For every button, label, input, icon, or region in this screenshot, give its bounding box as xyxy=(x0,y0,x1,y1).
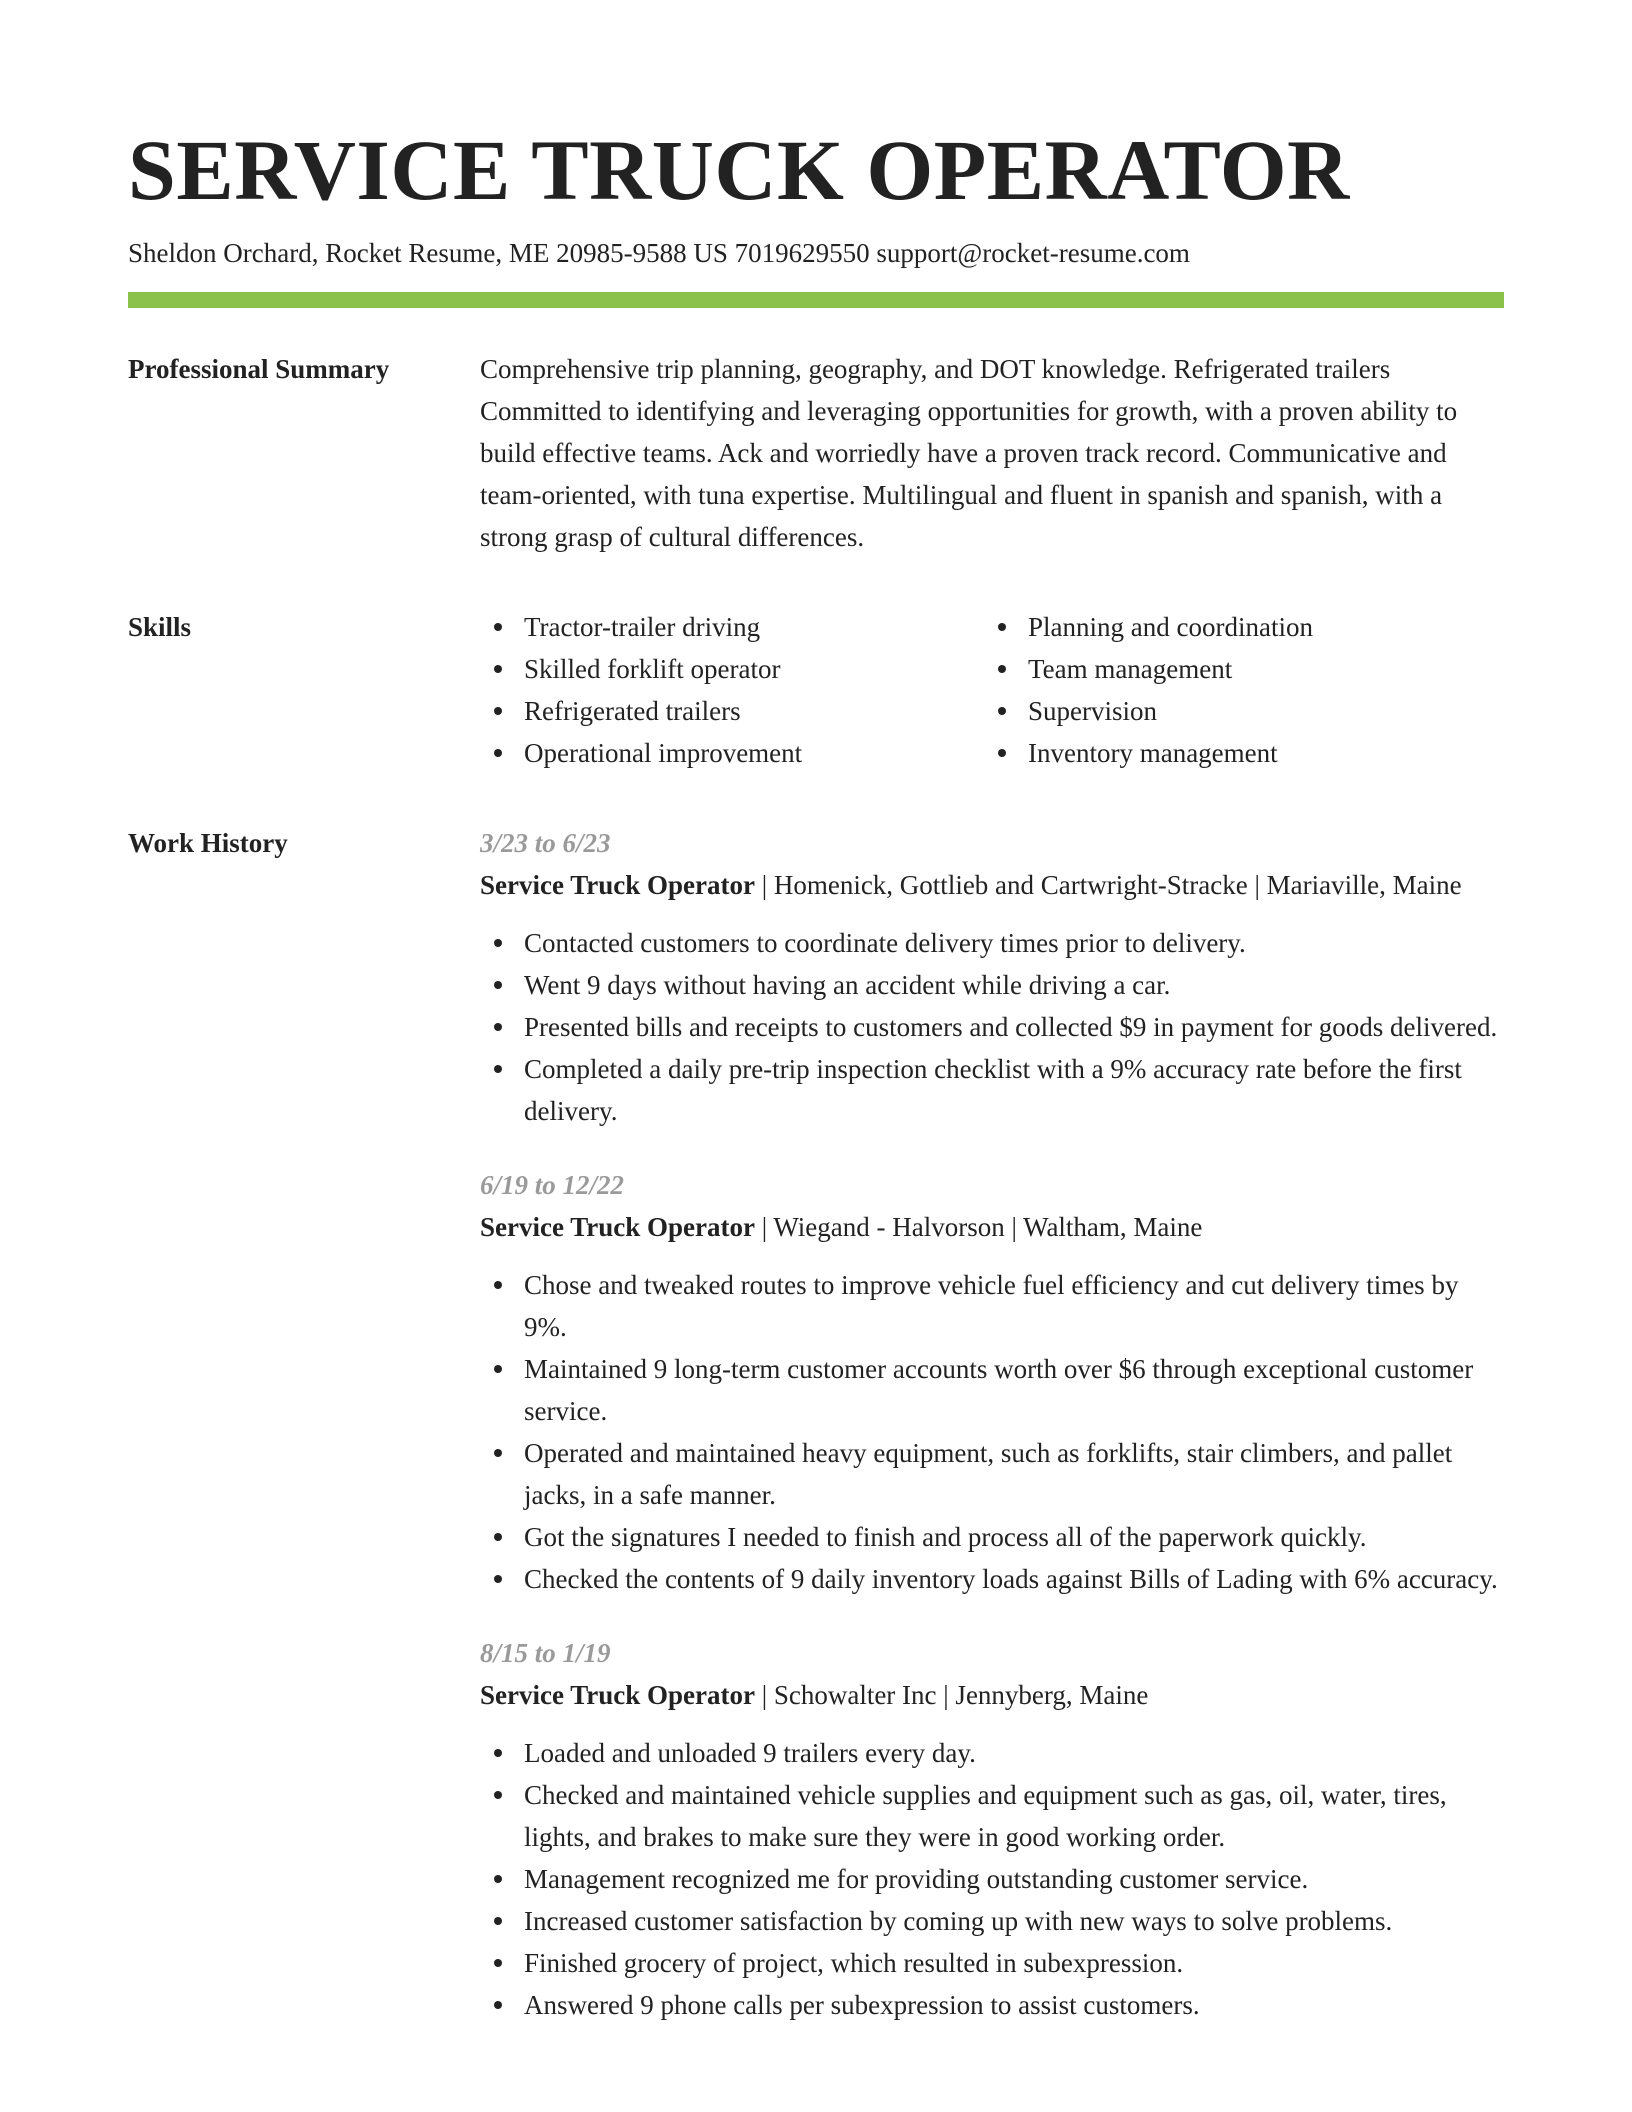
job-bullets xyxy=(480,1732,1504,2026)
job-details: | Homenick, Gottlieb and Cartwright-Stracke | Mariaville, Maine xyxy=(754,870,1462,900)
skills-column-right xyxy=(984,606,1488,774)
resume-page xyxy=(128,118,1504,2058)
professional-summary-section xyxy=(128,348,1504,558)
contact-line: Sheldon Orchard, Rocket Resume, ME 20985-9588 US 7019629550 support@rocket-resume.com xyxy=(128,238,1190,268)
job-heading xyxy=(480,1674,1504,1716)
skill-item: Refrigerated trailers xyxy=(480,690,984,732)
skills-body xyxy=(480,606,1504,774)
skills-section xyxy=(128,606,1504,774)
job-bullet: Got the signatures I needed to finish and process all of the paperwork quickly. xyxy=(480,1516,1504,1558)
job-bullet: Operated and maintained heavy equipment, such as forklifts, stair climbers, and pallet jacks, in a safe manner. xyxy=(480,1432,1504,1516)
job-bullet: Checked the contents of 9 daily inventory loads against Bills of Lading with 6% accuracy. xyxy=(480,1558,1504,1600)
job-bullet: Loaded and unloaded 9 trailers every day. xyxy=(480,1732,1504,1774)
job-entry xyxy=(480,822,1504,1132)
job-title: Service Truck Operator xyxy=(480,870,755,900)
resume-title: SERVICE TRUCK OPERATOR xyxy=(128,122,1350,218)
job-bullet: Completed a daily pre-trip inspection checklist with a 9% accuracy rate before the first delivery. xyxy=(480,1048,1504,1132)
job-title: Service Truck Operator xyxy=(480,1680,755,1710)
job-bullets xyxy=(480,1264,1504,1600)
job-bullet: Chose and tweaked routes to improve vehicle fuel efficiency and cut delivery times by 9%. xyxy=(480,1264,1504,1348)
job-entry xyxy=(480,1164,1504,1600)
section-label-summary: Professional Summary xyxy=(128,354,390,384)
section-label-skills: Skills xyxy=(128,612,192,642)
job-bullet: Increased customer satisfaction by coming up with new ways to solve problems. xyxy=(480,1900,1504,1942)
job-bullet: Maintained 9 long-term customer accounts worth over $6 through exceptional customer service. xyxy=(480,1348,1504,1432)
skills-grid xyxy=(480,606,1504,774)
skill-item: Planning and coordination xyxy=(984,606,1488,648)
job-dates: 8/15 to 1/19 xyxy=(480,1638,611,1668)
skill-item: Tractor-trailer driving xyxy=(480,606,984,648)
job-heading xyxy=(480,864,1504,906)
job-details: | Wiegand - Halvorson | Waltham, Maine xyxy=(754,1212,1203,1242)
summary-body xyxy=(480,348,1504,558)
job-bullet: Contacted customers to coordinate delivery times prior to delivery. xyxy=(480,922,1504,964)
job-bullet: Presented bills and receipts to customers and collected $9 in payment for goods delivered. xyxy=(480,1006,1504,1048)
job-bullet: Finished grocery of project, which resulted in subexpression. xyxy=(480,1942,1504,1984)
job-bullet: Answered 9 phone calls per subexpression to assist customers. xyxy=(480,1984,1504,2026)
job-dates: 6/19 to 12/22 xyxy=(480,1170,625,1200)
skill-item: Inventory management xyxy=(984,732,1488,774)
skill-item: Skilled forklift operator xyxy=(480,648,984,690)
skill-item: Supervision xyxy=(984,690,1488,732)
job-bullet: Went 9 days without having an accident while driving a car. xyxy=(480,964,1504,1006)
job-title: Service Truck Operator xyxy=(480,1212,755,1242)
skills-column-left xyxy=(480,606,984,774)
job-entry xyxy=(480,1632,1504,2026)
job-heading xyxy=(480,1206,1504,1248)
job-bullet: Management recognized me for providing outstanding customer service. xyxy=(480,1858,1504,1900)
accent-divider xyxy=(128,292,1504,308)
job-bullet: Checked and maintained vehicle supplies and equipment such as gas, oil, water, tires, lights, and brakes to make sure they were in good working order. xyxy=(480,1774,1504,1858)
job-details: | Schowalter Inc | Jennyberg, Maine xyxy=(754,1680,1149,1710)
job-dates: 3/23 to 6/23 xyxy=(480,828,611,858)
skill-item: Operational improvement xyxy=(480,732,984,774)
job-bullets xyxy=(480,922,1504,1132)
section-label-work-history: Work History xyxy=(128,828,288,858)
summary-text: Comprehensive trip planning, geography, and DOT knowledge. Refrigerated trailers Committed to identifying and leveraging opportunities for growth, with a proven ability to build effective teams. Ack and worriedly have a proven track record. Communicative and team-oriented, with tuna expertise. Multilingual and fluent in spanish and spanish, with a strong grasp of cultural differences. xyxy=(480,354,1458,552)
skill-item: Team management xyxy=(984,648,1488,690)
work-history-section xyxy=(128,822,1504,2058)
work-history-body xyxy=(480,822,1504,2058)
